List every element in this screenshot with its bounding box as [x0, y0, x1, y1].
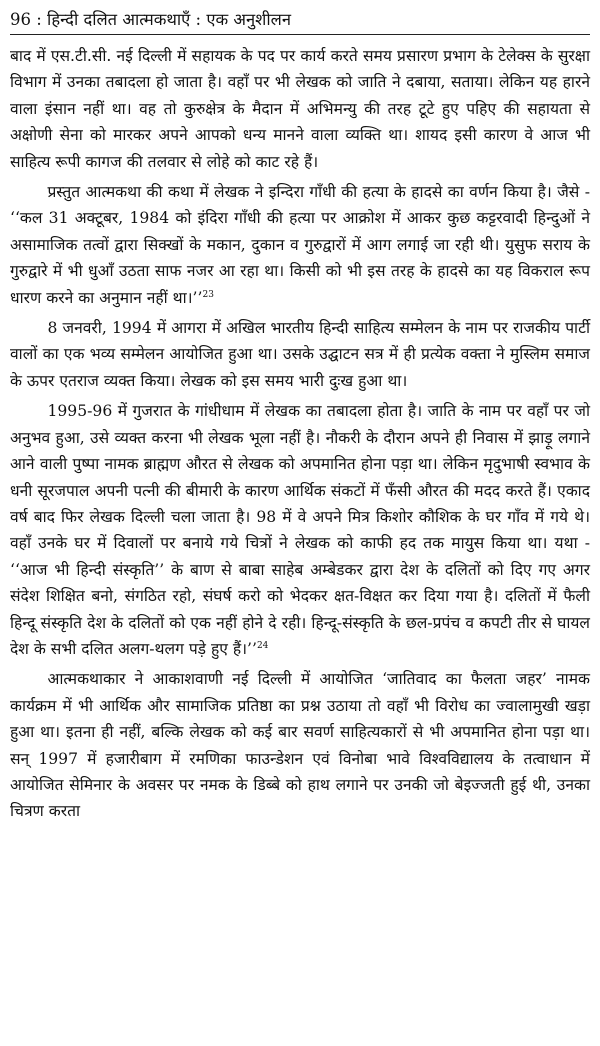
paragraph-5-text: आत्मकथाकार ने आकाशवाणी नई दिल्ली में आयोजित ‘जातिवाद का फैलता जहर’ नामक कार्यक्रम में भी आर्थिक और सामाजिक प्रतिष्ठा का प्रश्न उठाया तो वहाँ भी विरोध का ज्वालामुखी खड़ा हुआ था। इतना ही नहीं, बल्कि लेखक को कई बार सवर्ण साहित्यकारों से भी अपमानित होना पड़ा था। सन् 1997 में हजारीबाग में रमणिका फाउन्डेशन एवं विनोबा भावे विश्वविद्यालय के तत्वाधान में आयोजित सेमिनार के अवसर पर नमक के डिब्बे को हाथ लगाने पर उनकी जो बेइज्जती हुई थी, उनका चित्रण करता	[10, 670, 590, 821]
footnote-marker-23: 23	[202, 289, 214, 300]
paragraph-3	[10, 315, 590, 394]
book-page	[10, 8, 590, 1038]
running-head: 96 : हिन्दी दलित आत्मकथाएँ : एक अनुशीलन	[10, 8, 590, 35]
paragraph-4-text: 1995-96 में गुजरात के गांधीधाम में लेखक का तबादला होता है। जाति के नाम पर वहाँ पर जो अनुभव हुआ, उसे व्यक्त करना भी लेखक भूला नहीं है। नौकरी के दौरान अपने ही निवास में झाड़ू लगाने आने वाली पुष्पा नामक ब्राह्मण औरत से लेखक को अपमानित होना पड़ा था। लेकिन मृदुभाषी स्वभाव के धनी सूरजपाल अपनी पत्नी की बीमारी के कारण आर्थिक संकटों में फँसी औरत की मदद करते हैं। एकाद वर्ष बाद फिर लेखक दिल्ली चला जाता है। 98 में वे अपने मित्र किशोर कौशिक के घर गाँव में गये थे। वहाँ उनके घर में दिवालों पर बनाये गये चित्रों ने लेखक को काफी हद तक मायुस किया था। यथा - ‘‘आज भी हिन्दी संस्कृति’’ के बाण से बाबा साहेब अम्बेडकर द्वारा देश के दलितों को दिए गए अगर संदेश शिक्षित बनो, संगठित रहो, संघर्ष करो को भेदकर क्षत-विक्षत कर दिया गया है। दलितों में फैली हिन्दू संस्कृति देश के दलितों को एक नहीं होने दे रही। हिन्दू-संस्कृति के छल-प्रपंच व कपटी तीर से घायल देश के सभी दलित अलग-थलग पड़े हुए हैं।’’	[10, 402, 590, 658]
paragraph-1	[10, 43, 590, 175]
paragraph-2	[10, 179, 590, 311]
paragraph-2-text: प्रस्तुत आत्मकथा की कथा में लेखक ने इन्दिरा गाँधी की हत्या के हादसे का वर्णन किया है। जैसे - ‘‘कल 31 अक्टूबर, 1984 को इंदिरा गाँधी की हत्या पर आक्रोश में आकर कुछ कट्टरवादी हिन्दुओं ने असामाजिक तत्वों द्वारा सिक्खों के मकान, दुकान व गुरुद्वारों में आग लगाई जा रही थी। युसुफ सराय के गुरुद्वारे में भी धुआँ उठता साफ नजर आ रहा था। किसी को भी इस तरह के हादसे का यह विकराल रूप धारण करने का अनुमान नहीं था।’’	[10, 183, 590, 307]
paragraph-3-text: 8 जनवरी, 1994 में आगरा में अखिल भारतीय हिन्दी साहित्य सम्मेलन के नाम पर राजकीय पार्टी वालों का एक भव्य सम्मेलन आयोजित हुआ था। उसके उद्घाटन सत्र में ही प्रत्येक वक्ता ने मुस्लिम समाज के ऊपर एतराज व्यक्त किया। लेखक को इस समय भारी दुःख हुआ था।	[10, 319, 590, 390]
paragraph-5	[10, 666, 590, 824]
footnote-marker-24: 24	[256, 640, 269, 651]
paragraph-1-text: बाद में एस.टी.सी. नई दिल्ली में सहायक के पद पर कार्य करते समय प्रसारण प्रभाग के टेलेक्स के सुरक्षा विभाग में उनका तबादला हो जाता है। वहाँ पर भी लेखक को जाति ने दबाया, सताया। लेकिन यह हारने वाला इंसान नहीं था। वह तो कुरुक्षेत्र के मैदान में अभिमन्यु की तरह टूटे हुए पहिए की सहायता से अक्षोणी सेना को मारकर अपने आपको धन्य मानने वाला व्यक्ति था। शायद इसी कारण वे आज भी साहित्य रूपी कागज की तलवार से लोहे को काट रहे हैं।	[10, 47, 590, 171]
paragraph-4	[10, 398, 590, 662]
